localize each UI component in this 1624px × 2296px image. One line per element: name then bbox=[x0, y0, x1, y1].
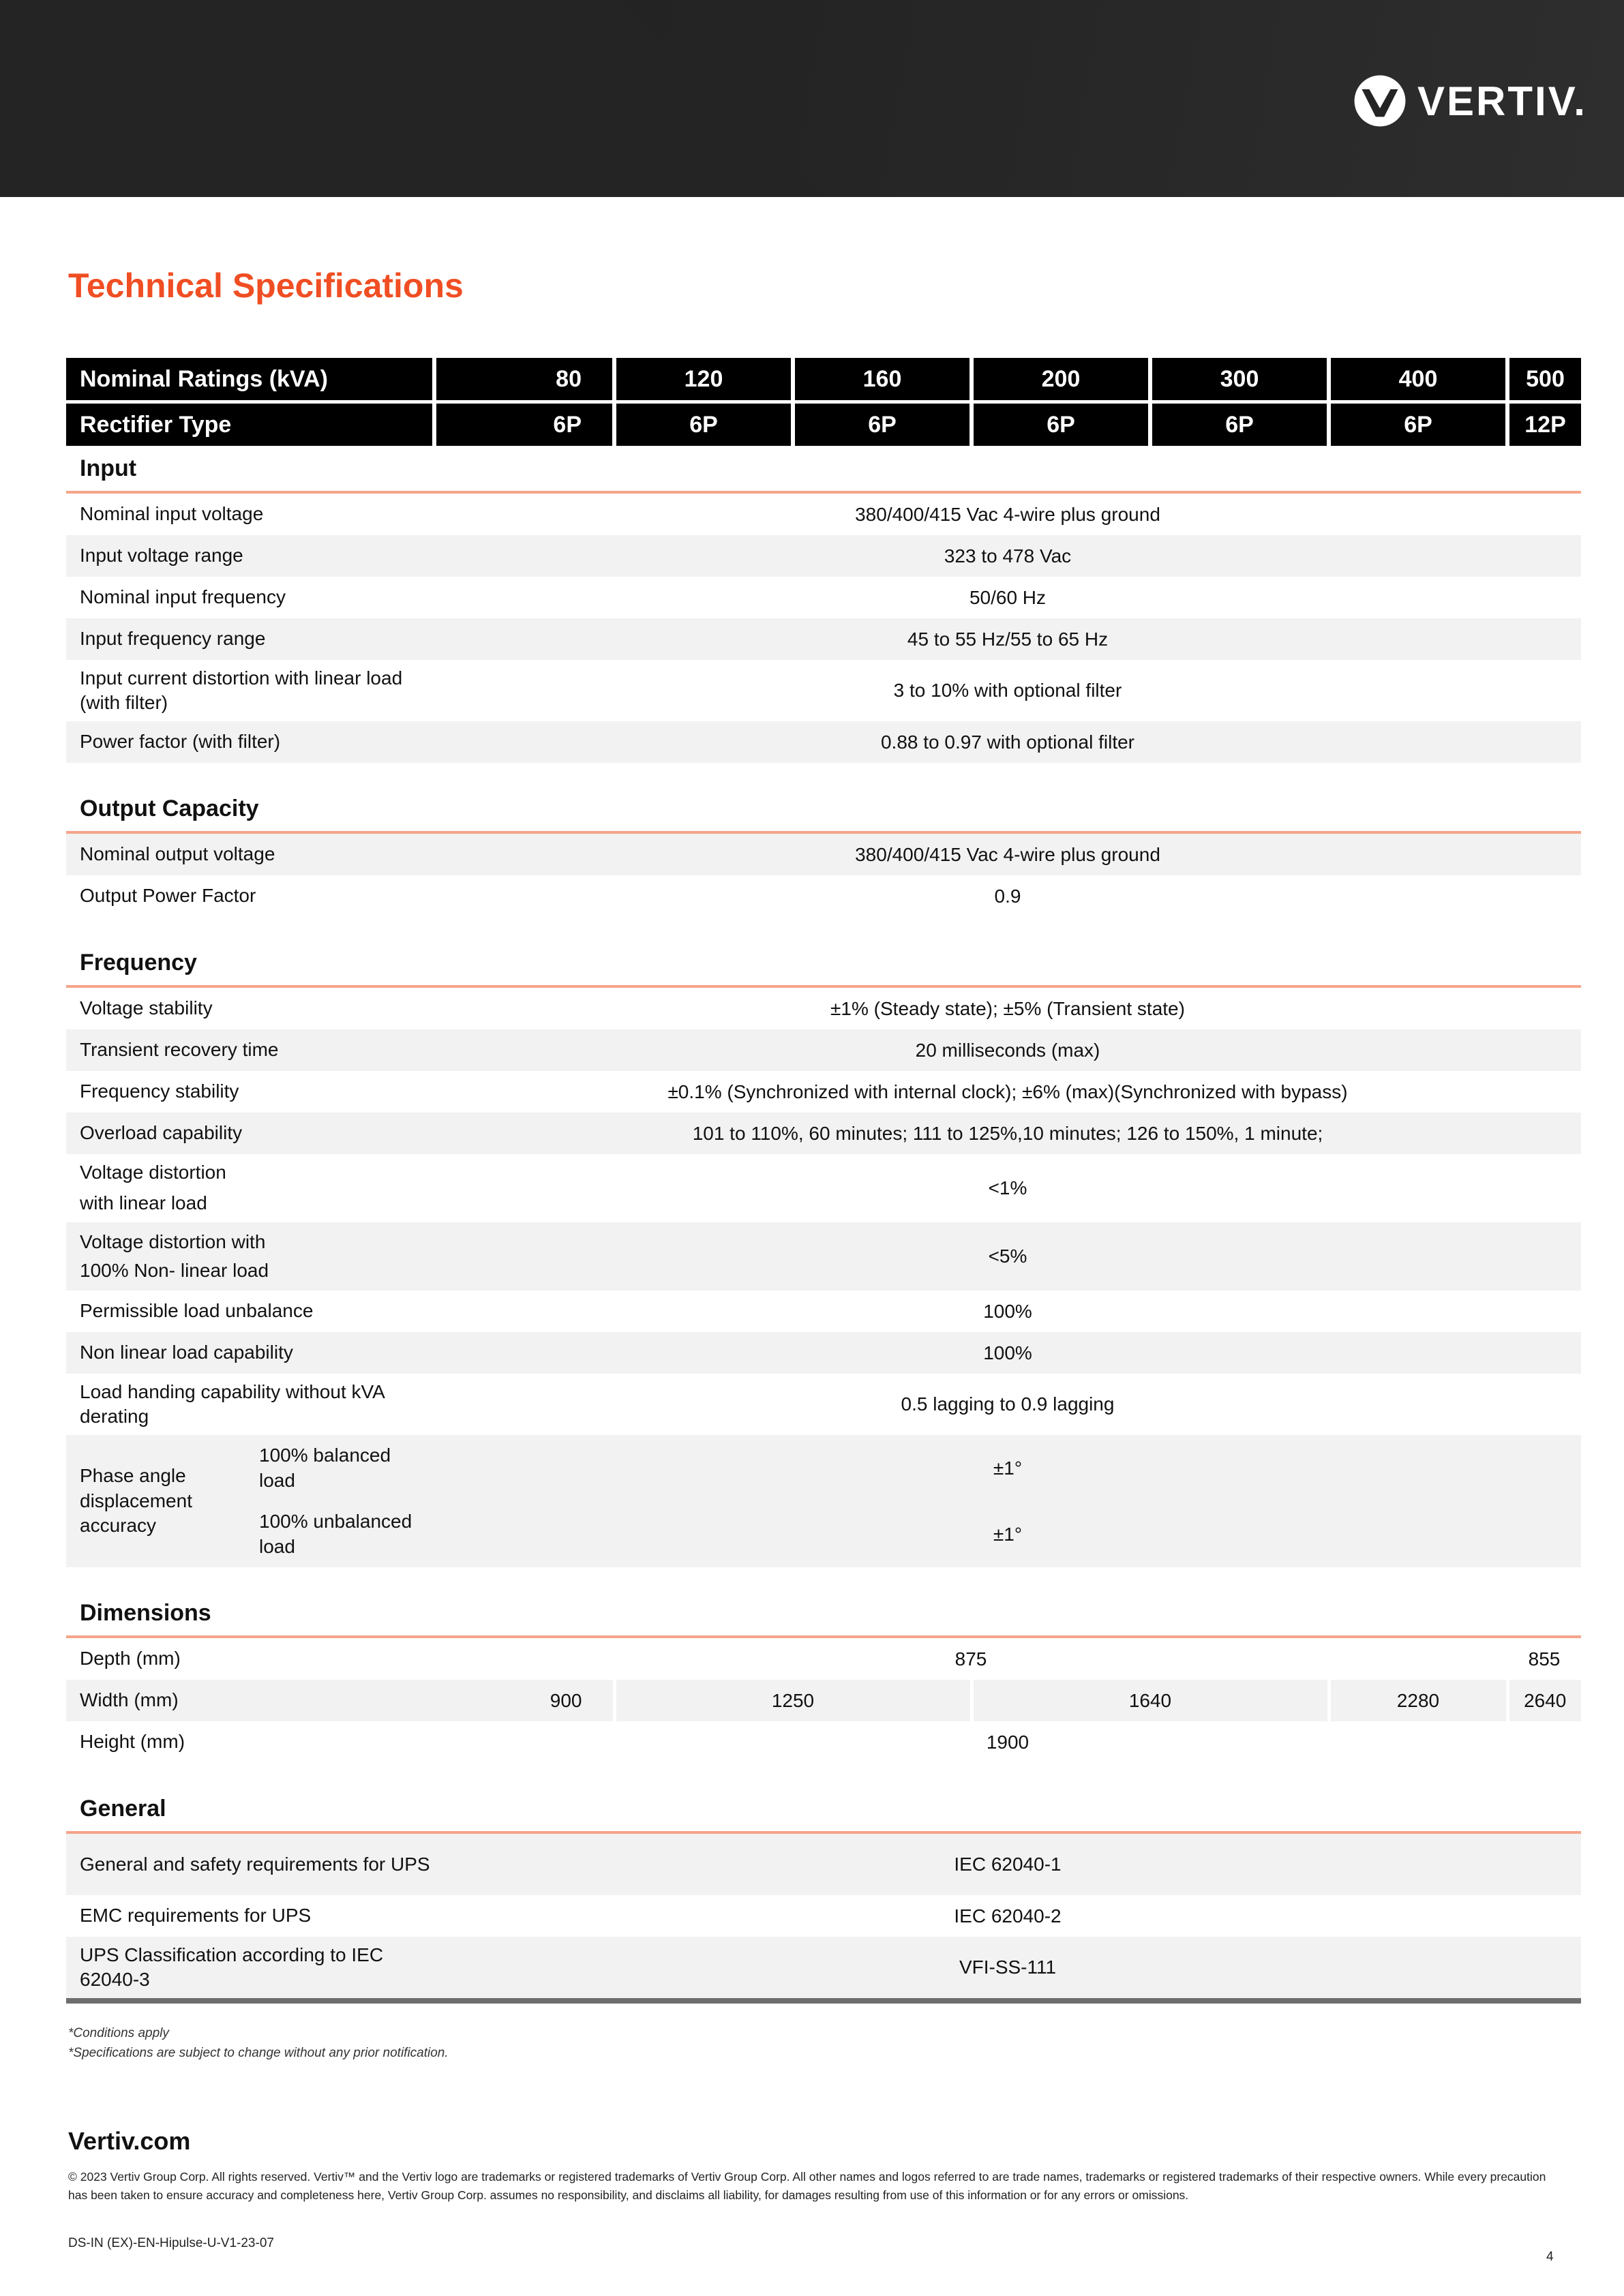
row-label: Nominal output voltage bbox=[66, 832, 434, 875]
page-header-banner bbox=[0, 0, 1624, 197]
row-label: Depth (mm) bbox=[80, 1648, 181, 1670]
rectifier-200: 6P bbox=[972, 402, 1150, 447]
rating-120: 120 bbox=[614, 358, 793, 402]
row-label: Transient recovery time bbox=[66, 1029, 434, 1071]
ratings-row bbox=[66, 358, 1581, 402]
table-row bbox=[66, 875, 1581, 917]
spec-table bbox=[66, 358, 1581, 2004]
section-output bbox=[66, 786, 1581, 832]
ratings-label: Nominal Ratings (kVA) bbox=[66, 358, 434, 402]
rectifier-500: 12P bbox=[1507, 402, 1581, 447]
height-row bbox=[66, 1721, 1581, 1763]
table-row bbox=[66, 1374, 1581, 1435]
table-end-bar bbox=[66, 1998, 1581, 2004]
rating-80: 80 bbox=[434, 358, 614, 402]
row-value: 20 milliseconds (max) bbox=[434, 1029, 1581, 1071]
table-row bbox=[66, 1332, 1581, 1374]
phase-angle-row bbox=[66, 1435, 1581, 1567]
section-heading: Input bbox=[66, 446, 1581, 492]
row-label: Input voltage range bbox=[66, 535, 434, 577]
rectifier-120: 6P bbox=[614, 402, 793, 447]
vertiv-chevron-logo-icon bbox=[1353, 74, 1407, 127]
section-input bbox=[66, 446, 1581, 492]
width-value-120-160: 1250 bbox=[614, 1680, 972, 1721]
section-heading: Output Capacity bbox=[66, 786, 1581, 832]
table-row bbox=[66, 832, 1581, 875]
row-value: 3 to 10% with optional filter bbox=[893, 680, 1122, 701]
page-title: Technical Specifications bbox=[68, 267, 464, 305]
section-frequency bbox=[66, 940, 1581, 986]
table-row bbox=[66, 1154, 1581, 1222]
row-value: 0.5 lagging to 0.9 lagging bbox=[901, 1393, 1115, 1415]
logo-wordmark: VERTIV. bbox=[1417, 78, 1587, 124]
row-value: VFI-SS-111 bbox=[434, 1937, 1581, 1998]
row-value: 101 to 110%, 60 minutes; 111 to 125%,10 minutes; 126 to 150%, 1 minute; bbox=[434, 1113, 1581, 1154]
row-value: 1900 bbox=[986, 1731, 1029, 1753]
section-heading: Dimensions bbox=[66, 1590, 1581, 1637]
rectifier-300: 6P bbox=[1150, 402, 1329, 447]
row-label: Permissible load unbalance bbox=[80, 1300, 314, 1322]
row-label: Width (mm) bbox=[66, 1680, 434, 1721]
depth-row bbox=[66, 1637, 1581, 1680]
document-id: DS-IN (EX)-EN-Hipulse-U-V1-23-07 bbox=[68, 2236, 274, 2250]
footnotes bbox=[68, 2023, 449, 2063]
row-label: Nominal input voltage bbox=[80, 503, 264, 525]
phase-angle-cell bbox=[66, 1435, 434, 1567]
phase-angle-label: Phase angle displacement accuracy bbox=[80, 1465, 192, 1537]
row-label: UPS Classification according to IEC 62040-3 bbox=[66, 1937, 434, 1998]
row-label: Output Power Factor bbox=[80, 885, 256, 907]
row-value: 0.88 to 0.97 with optional filter bbox=[434, 721, 1581, 763]
row-label: Frequency stability bbox=[80, 1081, 239, 1102]
rating-500: 500 bbox=[1507, 358, 1581, 402]
rating-400: 400 bbox=[1329, 358, 1507, 402]
table-row bbox=[66, 1895, 1581, 1937]
section-heading: General bbox=[66, 1786, 1581, 1832]
rectifier-row bbox=[66, 402, 1581, 447]
table-row bbox=[66, 1937, 1581, 1998]
width-value-400: 2280 bbox=[1329, 1680, 1507, 1721]
row-label: Non linear load capability bbox=[66, 1332, 434, 1374]
section-general bbox=[66, 1786, 1581, 1832]
width-value-80: 900 bbox=[434, 1680, 614, 1721]
footer-legal-text: © 2023 Vertiv Group Corp. All rights reserved. Vertiv™ and the Vertiv logo are trademarks or registered trademarks of Vertiv Group Corp. All other names and logos referred to are trade names, trademarks or registered trademarks of their respective owners. While every precaution has been taken to ensure accuracy and completeness here, Vertiv Group Corp. assumes no responsibility, and disclaims all liability, for damages resulting from use of this information or for any errors or omissions. bbox=[68, 2170, 1546, 2202]
row-value: <5% bbox=[434, 1222, 1581, 1290]
balanced-load-label: 100% balanced load bbox=[259, 1445, 391, 1491]
row-value: 380/400/415 Vac 4-wire plus ground bbox=[855, 503, 1160, 525]
row-label: Height (mm) bbox=[80, 1731, 185, 1753]
rectifier-160: 6P bbox=[793, 402, 972, 447]
row-label: Input frequency range bbox=[66, 618, 434, 660]
row-value: IEC 62040-2 bbox=[954, 1905, 1062, 1927]
row-value: 0.9 bbox=[994, 885, 1021, 907]
unbalanced-load-label: 100% unbalanced load bbox=[259, 1511, 412, 1557]
table-row bbox=[66, 618, 1581, 660]
table-row bbox=[66, 1222, 1581, 1290]
row-value: 100% bbox=[434, 1332, 1581, 1374]
table-row bbox=[66, 660, 1581, 721]
row-value: ±1% (Steady state); ±5% (Transient state) bbox=[830, 997, 1185, 1019]
footnote: *Specifications are subject to change without any prior notification. bbox=[68, 2046, 449, 2060]
phase-angle-values bbox=[434, 1435, 1581, 1567]
table-row bbox=[66, 492, 1581, 535]
unbalanced-load-value: ±1° bbox=[993, 1523, 1023, 1545]
rating-160: 160 bbox=[793, 358, 972, 402]
row-value: IEC 62040-1 bbox=[434, 1832, 1581, 1895]
rectifier-label: Rectifier Type bbox=[66, 402, 434, 447]
footnote: *Conditions apply bbox=[68, 2026, 169, 2040]
rating-200: 200 bbox=[972, 358, 1150, 402]
vertiv-logo bbox=[1353, 74, 1587, 128]
depth-value-500: 855 bbox=[1528, 1648, 1561, 1670]
depth-value-80-400: 875 bbox=[954, 1648, 987, 1670]
row-value: 50/60 Hz bbox=[969, 586, 1047, 608]
section-dimensions bbox=[66, 1590, 1581, 1637]
row-value: <1% bbox=[988, 1177, 1027, 1198]
table-row bbox=[66, 1113, 1581, 1154]
table-row bbox=[66, 1071, 1581, 1113]
row-label: Voltage distortion with linear load bbox=[80, 1162, 226, 1213]
row-label: Overload capability bbox=[66, 1113, 434, 1154]
rating-300: 300 bbox=[1150, 358, 1329, 402]
footer-site-link[interactable]: Vertiv.com bbox=[68, 2127, 191, 2155]
balanced-load-value: ±1° bbox=[993, 1457, 1023, 1479]
rectifier-400: 6P bbox=[1329, 402, 1507, 447]
table-row bbox=[66, 721, 1581, 763]
row-label: EMC requirements for UPS bbox=[80, 1905, 312, 1927]
rectifier-80: 6P bbox=[434, 402, 614, 447]
row-label: Voltage distortion with 100% Non- linear load bbox=[66, 1222, 434, 1290]
table-row bbox=[66, 1290, 1581, 1332]
table-row bbox=[66, 535, 1581, 577]
row-label: Input current distortion with linear load (with filter) bbox=[80, 667, 403, 713]
row-value: 380/400/415 Vac 4-wire plus ground bbox=[434, 832, 1581, 875]
width-row bbox=[66, 1680, 1581, 1721]
row-label: General and safety requirements for UPS bbox=[66, 1832, 434, 1895]
row-value: 323 to 478 Vac bbox=[434, 535, 1581, 577]
row-label: Load handing capability without kVA derating bbox=[80, 1380, 385, 1427]
table-row bbox=[66, 986, 1581, 1029]
width-value-500: 2640 bbox=[1507, 1680, 1581, 1721]
table-row bbox=[66, 1832, 1581, 1895]
width-value-200-300: 1640 bbox=[972, 1680, 1329, 1721]
row-value: 100% bbox=[983, 1300, 1032, 1322]
section-heading: Frequency bbox=[66, 940, 1581, 986]
row-label: Voltage stability bbox=[80, 997, 213, 1019]
row-label: Power factor (with filter) bbox=[66, 721, 434, 763]
table-row bbox=[66, 577, 1581, 618]
table-row bbox=[66, 1029, 1581, 1071]
row-value: ±0.1% (Synchronized with internal clock); ±6% (max)(Synchronized with bypass) bbox=[667, 1081, 1348, 1102]
row-value: 45 to 55 Hz/55 to 65 Hz bbox=[434, 618, 1581, 660]
page-number: 4 bbox=[1546, 2250, 1554, 2264]
row-label: Nominal input frequency bbox=[80, 586, 286, 608]
